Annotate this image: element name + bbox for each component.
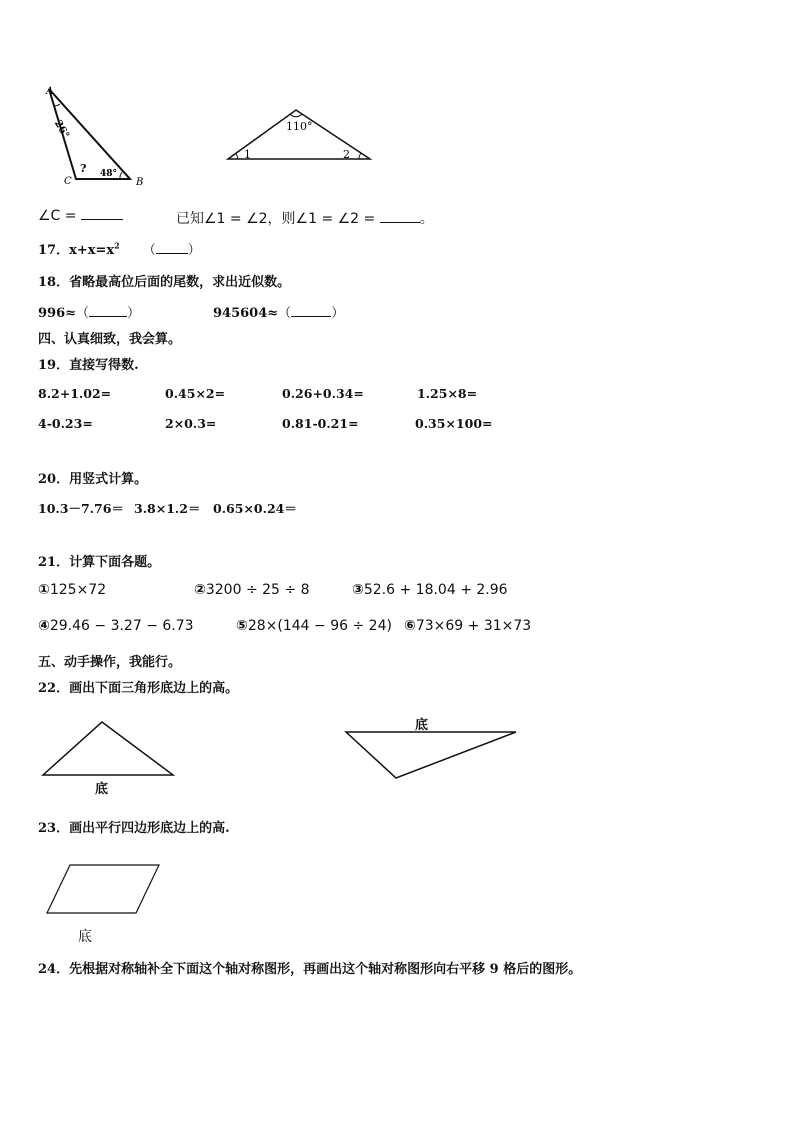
vertex-b-label: B — [136, 177, 144, 188]
question-18 — [38, 271, 290, 290]
q19-r1-c3: 0.26+0.34= — [282, 386, 364, 401]
q21-item-3 — [352, 582, 508, 598]
q20-item-3: 0.65×0.24＝ — [213, 501, 297, 516]
q24-number: 24． — [38, 962, 70, 977]
q19-r1-c4: 1.25×8= — [417, 386, 478, 401]
q17-paren-open: （ — [142, 243, 156, 258]
q21-item-1-expr: 125×72 — [49, 582, 107, 598]
q18-item-1-text: 996≈ — [38, 306, 77, 321]
q22-title: 画出下面三角形底边上的高。 — [69, 681, 239, 696]
question-23 — [38, 817, 230, 836]
q16-right-answer — [176, 208, 434, 228]
q16-left-blank[interactable] — [81, 219, 123, 220]
q21-item-6 — [404, 618, 531, 634]
question-24 — [38, 958, 581, 977]
q18-item-1 — [38, 302, 140, 321]
angle-2-label: 2 — [343, 148, 350, 161]
q21-item-3-mark: ③ — [352, 582, 364, 598]
q21-item-4 — [38, 618, 194, 634]
vertex-a-label: A — [46, 86, 54, 97]
q19-r2-c4: 0.35×100= — [415, 416, 493, 431]
q21-item-3-expr: 52.6 + 18.04 + 2.96 — [363, 582, 508, 598]
vertex-c-label: C — [64, 176, 72, 187]
angle-b-label: 48° — [100, 169, 118, 179]
q21-item-5-expr: 28×(144 − 96 ÷ 24) — [247, 618, 392, 634]
q19-r2-c1: 4-0.23= — [38, 416, 93, 431]
q19-r1-c2: 0.45×2= — [165, 386, 226, 401]
q18-item-2-paren-close: ） — [331, 306, 345, 321]
q17-number: 17． — [38, 243, 70, 258]
q17-text: x+x=x — [69, 243, 115, 258]
q21-item-1-mark: ① — [38, 582, 50, 598]
q21-item-1 — [38, 582, 106, 598]
q19-r1-c1: 8.2+1.02= — [38, 386, 112, 401]
q21-item-4-mark: ④ — [38, 618, 50, 634]
q18-item-2-blank[interactable] — [291, 316, 331, 317]
angle-1-label: 1 — [244, 148, 251, 161]
q18-item-1-blank[interactable] — [89, 316, 127, 317]
angle-c-label: ? — [80, 162, 87, 175]
q21-number: 21． — [38, 555, 70, 570]
q21-title: 计算下面各题。 — [69, 555, 161, 570]
q21-item-4-expr: 29.46 − 3.27 − 6.73 — [49, 618, 194, 634]
q16-right-text: 已知∠1 = ∠2，则∠1 = ∠2 = — [176, 211, 376, 227]
q23-number: 23． — [38, 821, 70, 836]
q22-number: 22． — [38, 681, 70, 696]
q20-title: 用竖式计算。 — [69, 472, 148, 487]
q17-superscript: 2 — [114, 240, 120, 251]
triangle-abc-figure — [40, 80, 160, 192]
question-22 — [38, 677, 238, 696]
q21-item-5-mark: ⑤ — [236, 618, 248, 634]
triangle-2-figure — [342, 728, 522, 784]
triangle-110-figure — [224, 104, 374, 164]
section-5-heading: 五、动手操作，我能行。 — [38, 655, 182, 670]
q19-r2-c2: 2×0.3= — [165, 416, 217, 431]
q20-item-1: 10.3－7.76＝ — [38, 501, 124, 516]
parallelogram-figure — [44, 862, 164, 916]
q21-item-5 — [236, 618, 392, 634]
triangle-1-figure — [40, 718, 180, 780]
q18-item-1-paren-open: （ — [76, 306, 90, 321]
parallelogram-base-label: 底 — [78, 929, 92, 945]
triangle-1-base-label: 底 — [95, 782, 109, 797]
angle-110-label: 110° — [286, 120, 313, 133]
q17-paren-close: ） — [187, 243, 201, 258]
q20-number: 20． — [38, 472, 70, 487]
q21-item-6-expr: 73×69 + 31×73 — [415, 618, 532, 634]
q16-right-blank[interactable] — [380, 222, 420, 223]
q20-item-2: 3.8×1.2＝ — [134, 501, 201, 516]
question-21 — [38, 551, 160, 570]
q18-item-1-paren-close: ） — [127, 306, 141, 321]
q19-number: 19． — [38, 358, 70, 373]
question-17 — [38, 239, 201, 258]
q19-title: 直接写得数. — [69, 358, 139, 373]
q24-title: 先根据对称轴补全下面这个轴对称图形，再画出这个轴对称图形向右平移 9 格后的图形。 — [69, 962, 582, 977]
q18-item-2-text: 945604≈ — [213, 306, 279, 321]
q21-item-2 — [194, 582, 309, 598]
q21-item-2-expr: 3200 ÷ 25 ÷ 8 — [205, 582, 310, 598]
q16-left-prefix: ∠C = — [38, 208, 77, 224]
q16-right-end: 。 — [419, 211, 434, 227]
angle-a-label: 26° — [51, 118, 71, 141]
q17-blank[interactable] — [156, 253, 188, 254]
q21-item-2-mark: ② — [194, 582, 206, 598]
question-20 — [38, 468, 147, 487]
triangle-2-base-label: 底 — [415, 718, 429, 733]
q19-r2-c3: 0.81-0.21= — [282, 416, 359, 431]
q21-item-6-mark: ⑥ — [404, 618, 416, 634]
question-19 — [38, 354, 139, 373]
q18-title: 省略最高位后面的尾数，求出近似数。 — [69, 275, 291, 290]
q18-item-2-paren-open: （ — [278, 306, 292, 321]
q18-item-2 — [213, 302, 344, 321]
q16-left-answer — [38, 208, 123, 224]
q23-title: 画出平行四边形底边上的高. — [69, 821, 230, 836]
section-4-heading: 四、认真细致，我会算。 — [38, 332, 182, 347]
q18-number: 18． — [38, 275, 70, 290]
